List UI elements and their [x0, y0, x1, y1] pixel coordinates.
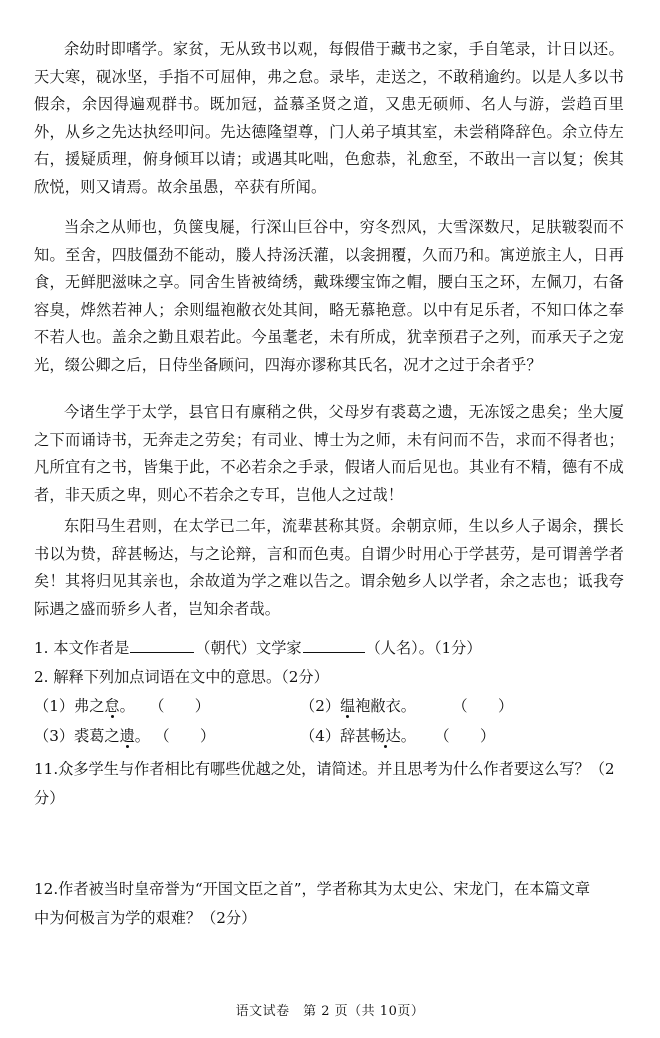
question-2-item-3	[34, 723, 215, 750]
passage-paragraph-1: 余幼时即嗜学。家贫，无从致书以观，每假借于藏书之家，手自笔录，计日以还。天大寒，砚冰坚，手指不可屈伸，弗之怠。录毕，走送之，不敢稍逾约。以是人多以书假余，余因得遍观群书。既加冠，益慕圣贤之道，又患无硕师、名人与游，尝趋百里外，从乡之先达执经叩问。先达德隆望尊，门人弟子填其室，未尝稍降辞色。余立侍左右，援疑质理，俯身倾耳以请；或遇其叱咄，色愈恭，礼愈至，不敢出一言以复；俟其欣悦，则又请焉。故余虽愚，卒获有所闻。	[34, 40, 624, 196]
answer-parentheses[interactable]: （ ）	[459, 697, 514, 715]
question-12-line-1: 12.作者被当时皇帝誉为“开国文臣之首”，学者称其为太史公、宋龙门，在本篇文章	[34, 880, 591, 898]
question-11-line-2: 分）	[34, 789, 65, 807]
item-text: 裘葛之	[74, 727, 120, 745]
item-text: 弗之	[74, 697, 105, 715]
answer-parentheses[interactable]: （ ）	[161, 727, 216, 745]
answer-parentheses[interactable]: （ ）	[156, 697, 210, 715]
question-2-item-2	[300, 693, 513, 720]
question-1-suffix: （人名）。（1分）	[365, 639, 482, 657]
question-12-line-2: 中为何极言为学的艰难？（2分）	[34, 909, 257, 927]
dynasty-answer-blank[interactable]	[130, 638, 194, 653]
passage-paragraph-2: 当余之从师也，负箧曳屣，行深山巨谷中，穷冬烈风，大雪深数尺，足肤皲裂而不知。至舍，四肢僵劲不能动，媵人持汤沃灌，以衾拥覆，久而乃和。寓逆旅主人，日再食，无鲜肥滋味之享。同舍生皆被绮绣，戴珠缨宝饰之帽，腰白玉之环，左佩刀，右备容臭，烨然若神人；余则缊袍敝衣处其间，略无慕艳意。以中有足乐者，不知口体之奉不若人也。盖余之勤且艰若此。今虽耄老，未有所成，犹幸预君子之列，而承天子之宠光，缀公卿之后，日侍坐备顾问，四海亦谬称其氏名，况才之过于余者乎？	[34, 218, 624, 374]
dotted-word: 缊	[340, 697, 356, 715]
passage-paragraph-4: 东阳马生君则，在太学已二年，流辈甚称其贤。余朝京师，生以乡人子谒余，撰长书以为贽，辞甚畅达，与之论辩，言和而色夷。自谓少时用心于学甚劳，是可谓善学者矣！其将归见其亲也，余故道为学之难以告之。谓余勉乡人以学者，余之志也；诋我夸际遇之盛而骄乡人者，岂知余者哉。	[34, 517, 624, 618]
question-2-item-1	[34, 693, 210, 720]
item-number: （3）	[34, 727, 75, 745]
question-1	[34, 635, 626, 662]
item-text: 。	[119, 697, 135, 715]
question-2-prompt: 2. 解释下列加点词语在文中的意思。（2分）	[34, 668, 329, 686]
item-text: 辞甚	[340, 727, 371, 745]
item-text: 。	[134, 727, 150, 745]
answer-parentheses[interactable]: （ ）	[441, 727, 496, 745]
item-number: （2）	[300, 697, 341, 715]
dotted-word: 畅达	[370, 727, 401, 745]
item-number: （4）	[300, 727, 341, 745]
dotted-word: 遗	[119, 727, 135, 745]
author-answer-blank[interactable]	[303, 638, 365, 653]
passage-paragraph-3: 今诸生学于太学，县官日有廪稍之供，父母岁有裘葛之遗，无冻馁之患矣；坐大厦之下而诵诗书，无奔走之劳矣；有司业、博士为之师，未有问而不告，求而不得者也；凡所宜有之书，皆集于此，不必若余之手录，假诸人而后见也。其业有不精，德有不成者，非天质之卑，则心不若余之专耳，岂他人之过哉！	[34, 403, 624, 504]
question-2-item-4	[300, 723, 495, 750]
item-text: 袍敝衣。	[355, 697, 416, 715]
item-text: 。	[400, 727, 416, 745]
item-number: （1）	[34, 697, 75, 715]
question-11-line-1: 11.众多学生与作者相比有哪些优越之处，请简述。并且思考为什么作者要这么写？（2	[34, 760, 615, 778]
question-1-prefix: 1. 本文作者是	[34, 639, 130, 657]
page-footer: 语文试卷 第 2 页（共 10页）	[235, 1004, 425, 1019]
question-1-mid: （朝代）文学家	[195, 639, 302, 657]
dotted-word: 怠	[104, 697, 120, 715]
